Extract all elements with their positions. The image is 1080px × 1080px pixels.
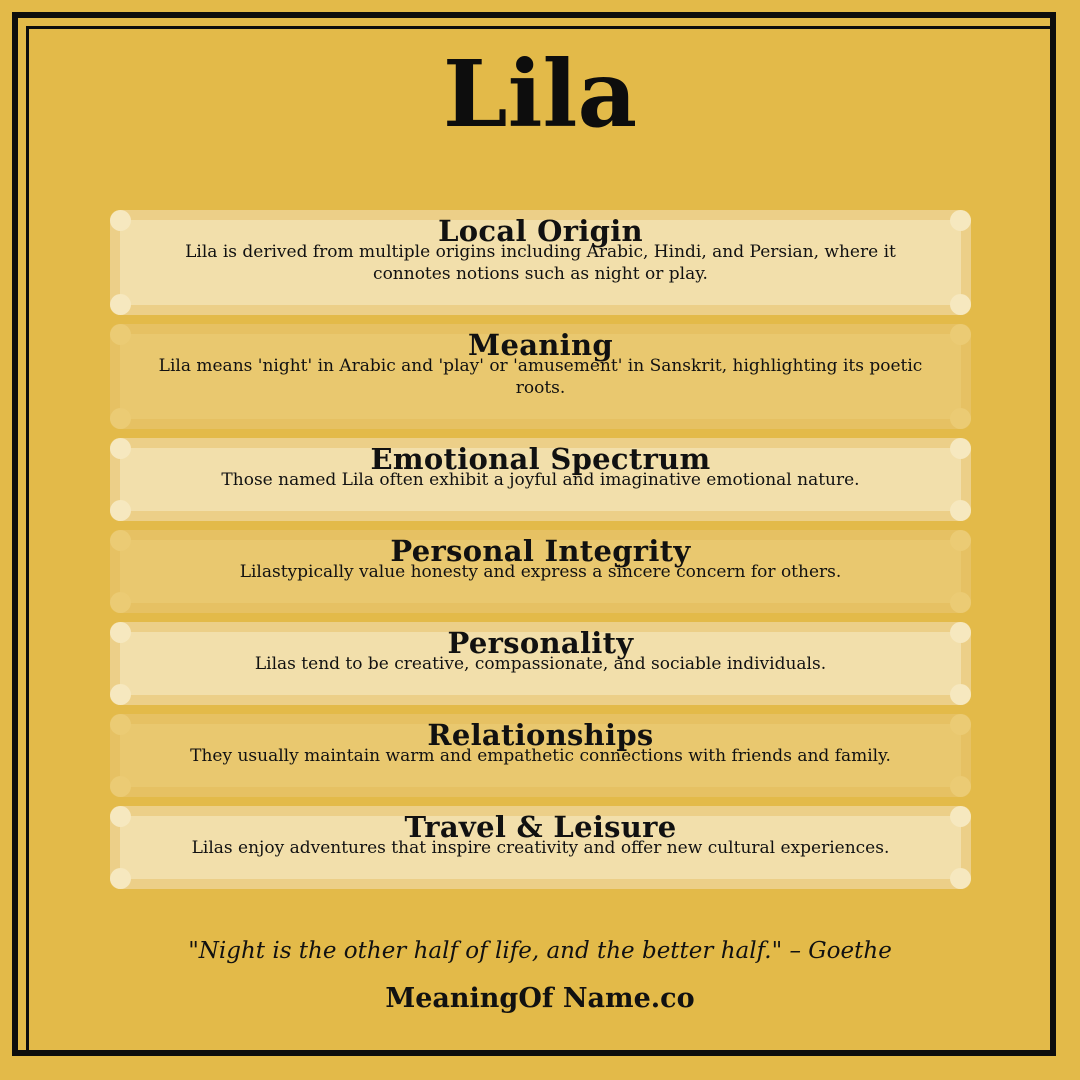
corner-dot xyxy=(110,684,131,705)
section-personal-integrity xyxy=(110,530,971,613)
section-heading: Relationships xyxy=(427,718,654,752)
section-heading: Emotional Spectrum xyxy=(370,442,711,476)
section-heading: Travel & Leisure xyxy=(404,810,677,844)
section-heading: Local Origin xyxy=(438,214,643,248)
section-text: Lilastypically value honesty and express a sincere concern for others. xyxy=(239,562,842,582)
quote: "Night is the other half of life, and the better half." – Goethe xyxy=(188,938,892,964)
corner-dot xyxy=(110,408,131,429)
section-text: Lila is derived from multiple origins including Arabic, Hindi, and Persian, where it connotes notions such as night or play. xyxy=(185,242,896,284)
section-emotional-spectrum xyxy=(110,438,971,521)
corner-dot xyxy=(950,776,971,797)
corner-dot xyxy=(110,592,131,613)
corner-dot xyxy=(950,294,971,315)
corner-dot xyxy=(110,500,131,521)
corner-dot xyxy=(110,868,131,889)
corner-dot xyxy=(950,408,971,429)
corner-dot xyxy=(110,776,131,797)
page-title: Lila xyxy=(442,40,638,148)
section-meaning xyxy=(110,324,971,429)
corner-dot xyxy=(110,294,131,315)
corner-dot xyxy=(950,500,971,521)
site-name: MeaningOf Name.co xyxy=(385,983,695,1014)
corner-dot xyxy=(950,592,971,613)
section-travel-leisure xyxy=(110,806,971,889)
corner-dot xyxy=(950,684,971,705)
section-text: Lila means 'night' in Arabic and 'play' or 'amusement' in Sanskrit, highlighting its poetic roots. xyxy=(158,356,923,398)
section-heading: Personal Integrity xyxy=(390,534,691,568)
corner-dot xyxy=(950,868,971,889)
section-personality xyxy=(110,622,971,705)
section-text: Lilas tend to be creative, compassionate, and sociable individuals. xyxy=(254,654,827,674)
section-text: They usually maintain warm and empathetic connections with friends and family. xyxy=(190,746,891,766)
section-heading: Meaning xyxy=(468,328,613,362)
section-text: Lilas enjoy adventures that inspire creativity and offer new cultural experiences. xyxy=(191,838,890,858)
section-local-origin xyxy=(110,210,971,315)
section-heading: Personality xyxy=(447,626,634,660)
section-relationships xyxy=(110,714,971,797)
section-text: Those named Lila often exhibit a joyful and imaginative emotional nature. xyxy=(221,470,860,490)
